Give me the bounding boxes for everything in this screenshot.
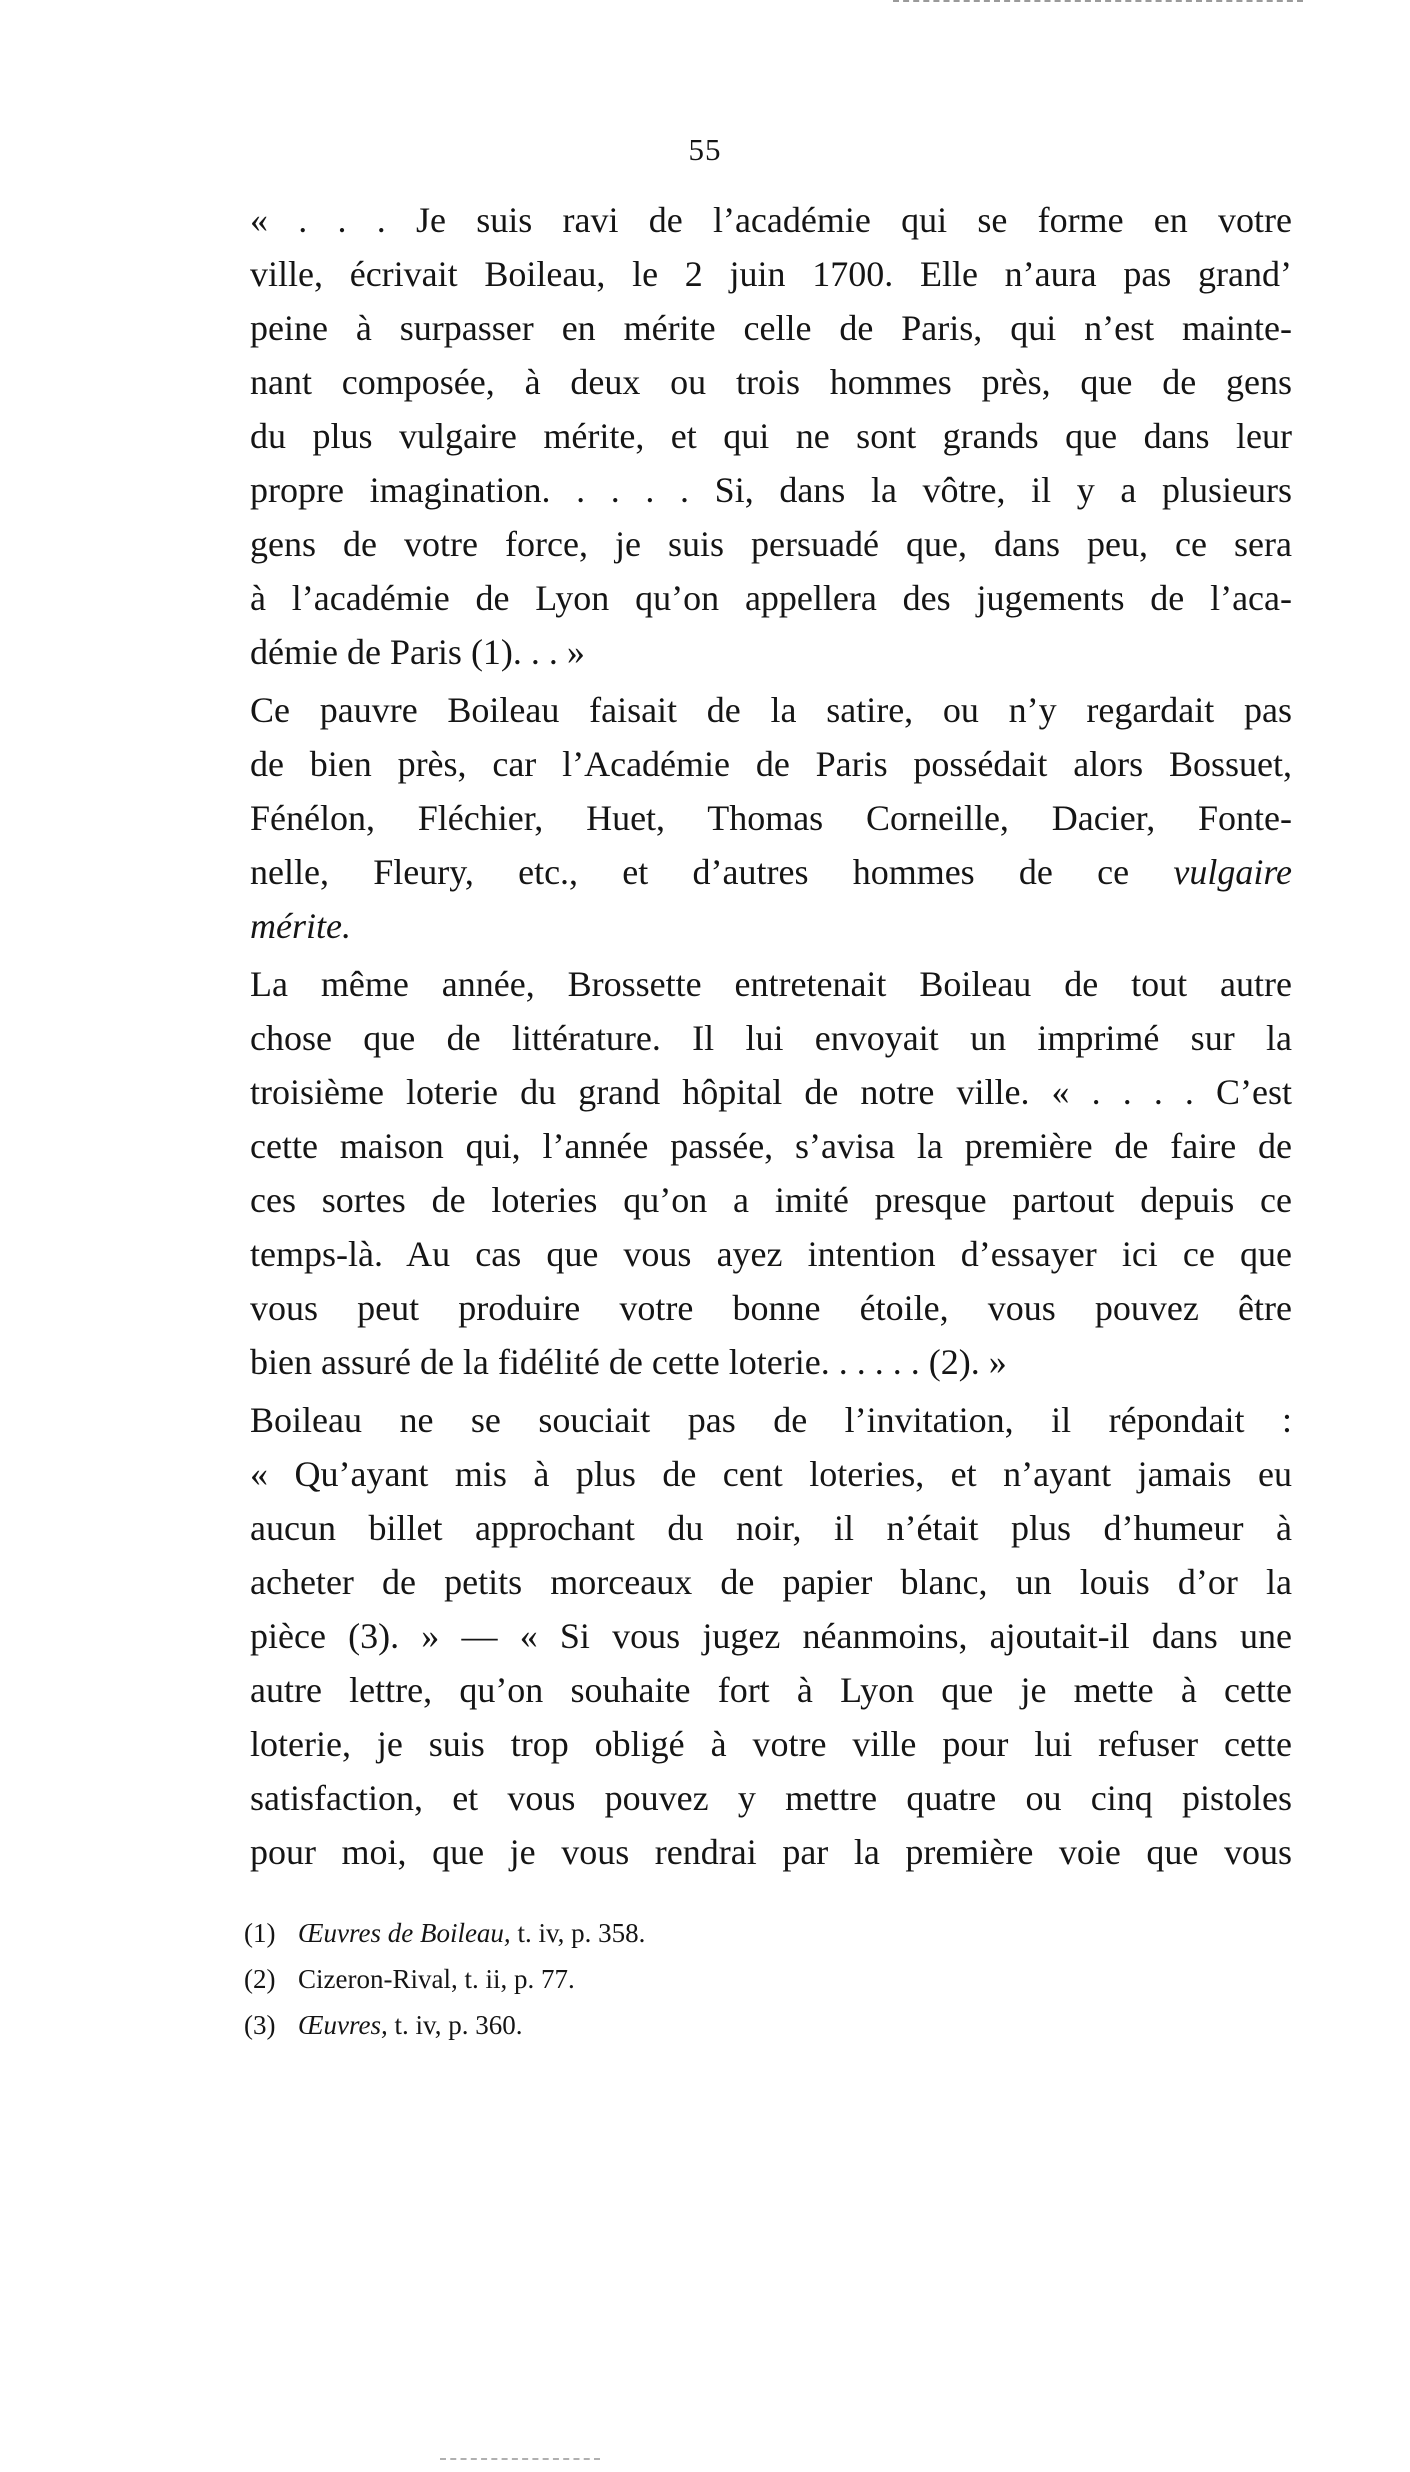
paragraph-1: [208, 193, 1292, 679]
footnote-number: (2): [244, 1964, 276, 1994]
text-line: [208, 899, 1292, 953]
footnote-ref: t. iv, p. 358.: [510, 1918, 646, 1948]
text-line: temps-là. Au cas que vous ayez intention d’essayer ici ce que: [250, 1234, 1292, 1274]
text-line: ces sortes de loteries qu’on a imité presque partout depuis ce: [250, 1180, 1292, 1220]
text-line: peine à surpasser en mérite celle de Paris, qui n’est mainte-: [250, 308, 1292, 348]
text-line: acheter de petits morceaux de papier blanc, un louis d’or la: [250, 1562, 1292, 1602]
paragraph-4: [208, 1393, 1292, 1879]
footnote-number: (1): [244, 1918, 276, 1948]
text-line: aucun billet approchant du noir, il n’était plus d’humeur à: [250, 1508, 1292, 1548]
footnote-2: [244, 1956, 1244, 2002]
footnote-3: [244, 2002, 1244, 2048]
bottom-scan-rule: [440, 2458, 600, 2460]
page-number: 55: [688, 132, 722, 167]
text-line: satisfaction, et vous pouvez y mettre quatre ou cinq pistoles: [250, 1778, 1292, 1818]
text-line: Boileau ne se souciait pas de l’invitation, il répondait :: [250, 1400, 1292, 1440]
footnote-1: [244, 1910, 1244, 1956]
top-scan-rule: [893, 0, 1303, 2]
footnote-title: Œuvres de Boileau,: [298, 1918, 511, 1948]
text-line: nant composée, à deux ou trois hommes près, que de gens: [250, 362, 1292, 402]
text-line: Fénélon, Fléchier, Huet, Thomas Corneille, Dacier, Fonte-: [250, 798, 1292, 838]
text-line: « . . . Je suis ravi de l’académie qui se forme en votre: [250, 200, 1292, 240]
italic-word: vulgaire: [1173, 852, 1292, 892]
text-line: La même année, Brossette entretenait Boileau de tout autre: [250, 964, 1292, 1004]
text-segment: nelle, Fleury, etc., et d’autres hommes de ce: [250, 852, 1130, 892]
text-line: ville, écrivait Boileau, le 2 juin 1700. Elle n’aura pas grand’: [250, 254, 1292, 294]
footnote-ref: t. iv, p. 360.: [387, 2010, 523, 2040]
footnote-number: (3): [244, 2010, 276, 2040]
footnote-title: Œuvres,: [298, 2010, 388, 2040]
body-text: [208, 193, 1292, 1883]
text-line: du plus vulgaire mérite, et qui ne sont grands que dans leur: [250, 416, 1292, 456]
paragraph-3: [208, 957, 1292, 1389]
text-line: pièce (3). » — « Si vous jugez néanmoins, ajoutait-il dans une: [250, 1616, 1292, 1656]
text-line: « Qu’ayant mis à plus de cent loteries, et n’ayant jamais eu: [250, 1454, 1292, 1494]
text-line: vous peut produire votre bonne étoile, vous pouvez être: [250, 1288, 1292, 1328]
footnote-ref: Cizeron-Rival, t. ii, p. 77.: [298, 1964, 575, 1994]
text-line: démie de Paris (1). . . »: [250, 632, 585, 672]
paragraph-2: [208, 683, 1292, 953]
text-line: Ce pauvre Boileau faisait de la satire, ou n’y regardait pas: [250, 690, 1292, 730]
text-line: autre lettre, qu’on souhaite fort à Lyon que je mette à cette: [250, 1670, 1292, 1710]
text-line: troisième loterie du grand hôpital de notre ville. « . . . . C’est: [250, 1072, 1292, 1112]
text-line: cette maison qui, l’année passée, s’avisa la première de faire de: [250, 1126, 1292, 1166]
footnotes: [244, 1910, 1244, 2048]
italic-word: mérite.: [250, 906, 351, 946]
text-line: loterie, je suis trop obligé à votre ville pour lui refuser cette: [250, 1724, 1292, 1764]
text-line: à l’académie de Lyon qu’on appellera des jugements de l’aca-: [250, 578, 1292, 618]
text-line: propre imagination. . . . . Si, dans la vôtre, il y a plusieurs: [250, 470, 1292, 510]
text-line: gens de votre force, je suis persuadé que, dans peu, ce sera: [250, 524, 1292, 564]
text-line: pour moi, que je vous rendrai par la première voie que vous: [250, 1832, 1292, 1872]
text-line: bien assuré de la fidélité de cette loterie. . . . . . (2). »: [250, 1342, 1007, 1382]
text-line: de bien près, car l’Académie de Paris possédait alors Bossuet,: [250, 744, 1292, 784]
text-line: [208, 845, 1292, 899]
text-line: chose que de littérature. Il lui envoyait un imprimé sur la: [250, 1018, 1292, 1058]
